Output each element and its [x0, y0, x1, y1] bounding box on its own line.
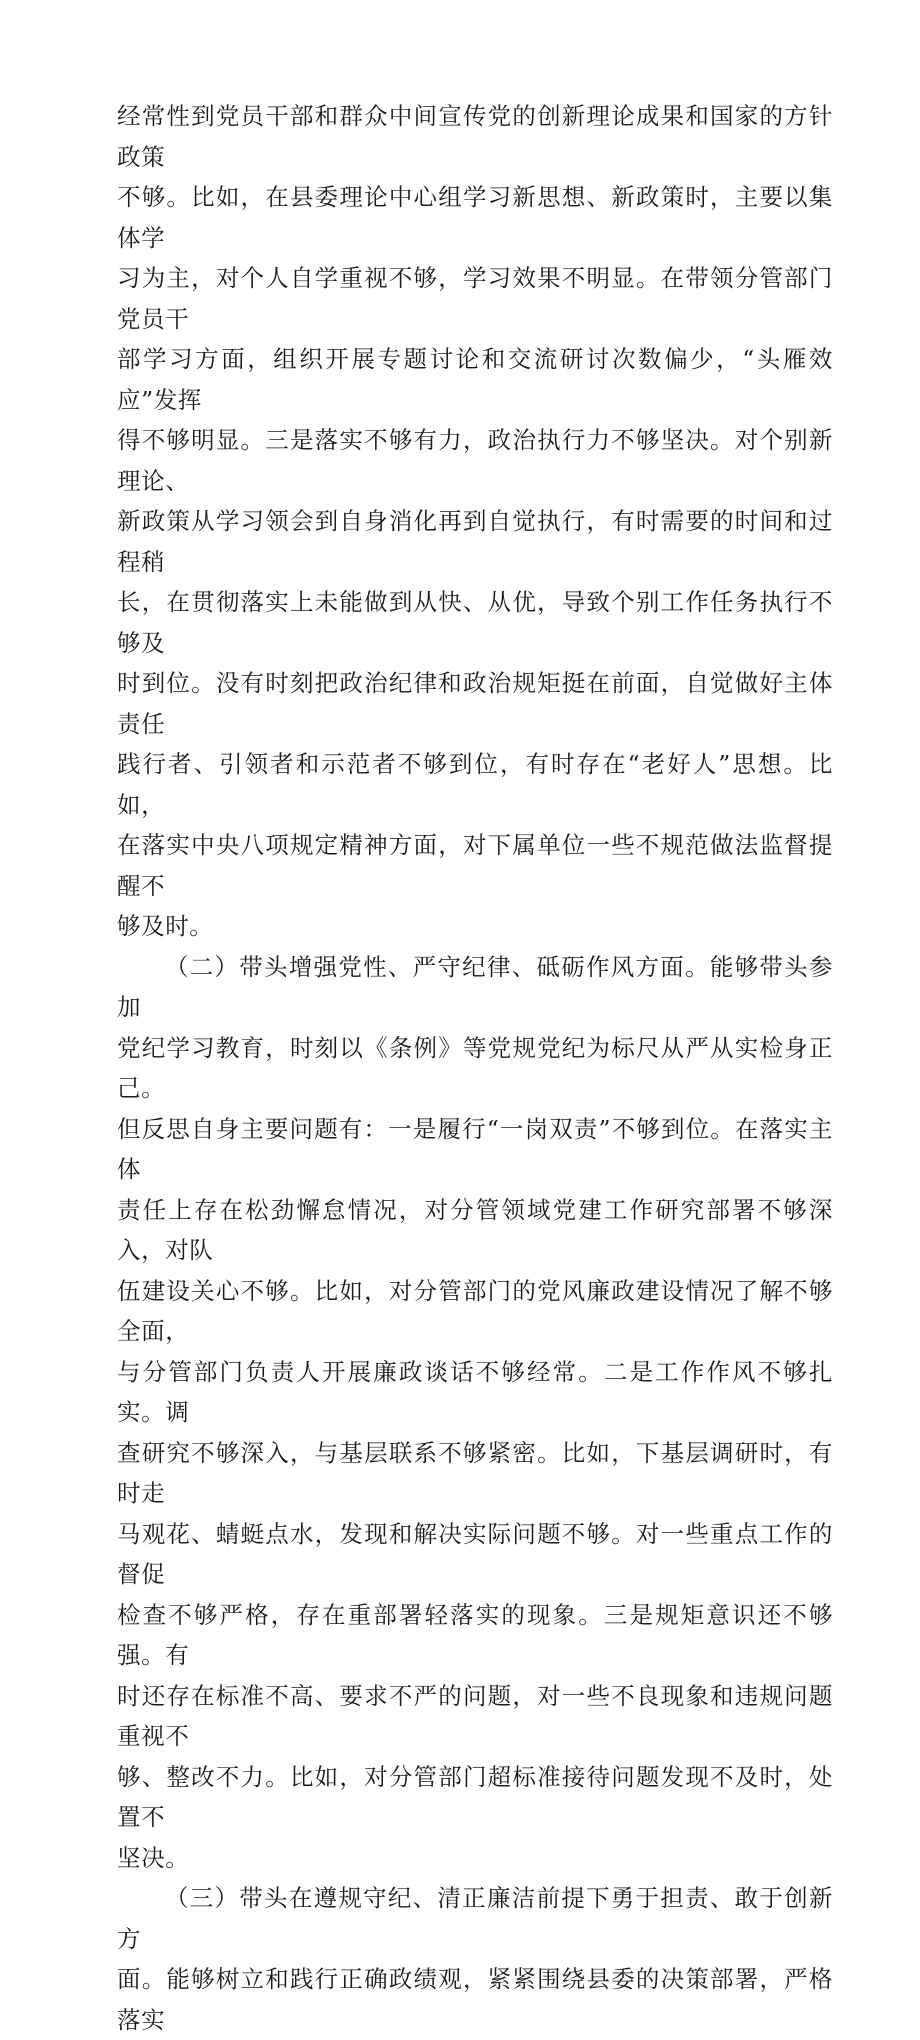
text-line: 面。能够树立和践行正确政绩观，紧紧围绕县委的决策部署，严格落实: [117, 1965, 833, 2034]
paragraph-2: [117, 947, 833, 1879]
text-line: 够、整改不力。比如，对分管部门超标准接待问题发现不及时，处置不: [117, 1762, 833, 1831]
text-line: 检查不够严格，存在重部署轻落实的现象。三是规矩意识还不够强。有: [117, 1600, 833, 1669]
text-line: 时到位。没有时刻把政治纪律和政治规矩挺在前面，自觉做好主体责任: [117, 669, 833, 738]
text-line: 不够。比如，在县委理论中心组学习新思想、新政策时，主要以集体学: [117, 183, 833, 252]
text-line: 长，在贯彻落实上未能做到从快、从优，导致个别工作任务执行不够及: [117, 588, 833, 657]
text-line: 查研究不够深入，与基层联系不够紧密。比如，下基层调研时，有时走: [117, 1438, 833, 1507]
text-line: 够及时。: [117, 912, 214, 940]
text-line: 但反思自身主要问题有：一是履行“一岗双责”不够到位。在落实主体: [117, 1114, 833, 1183]
text-line: 时还存在标准不高、要求不严的问题，对一些不良现象和违规问题重视不: [117, 1681, 833, 1750]
document-body: [117, 96, 833, 2040]
text-line: 新政策从学习领会到自身消化再到自觉执行，有时需要的时间和过程稍: [117, 507, 833, 576]
text-line: 在落实中央八项规定精神方面，对下属单位一些不规范做法监督提醒不: [117, 831, 833, 900]
text-line: 党纪学习教育，时刻以《条例》等党规党纪为标尺从严从实检身正己。: [117, 1033, 833, 1102]
text-line: 责任上存在松劲懈怠情况，对分管领域党建工作研究部署不够深入，对队: [117, 1195, 833, 1264]
text-line: 马观花、蜻蜓点水，发现和解决实际问题不够。对一些重点工作的督促: [117, 1519, 833, 1588]
text-line: 习为主，对个人自学重视不够，学习效果不明显。在带领分管部门党员干: [117, 264, 833, 333]
text-line: 坚决。: [117, 1843, 190, 1872]
text-line: 伍建设关心不够。比如，对分管部门的党风廉政建设情况了解不够全面，: [117, 1276, 833, 1345]
text-line: 与分管部门负责人开展廉政谈话不够经常。二是工作作风不够扎实。调: [117, 1357, 833, 1426]
text-line: 得不够明显。三是落实不够有力，政治执行力不够坚决。对个别新理论、: [117, 426, 833, 495]
text-line: 经常性到党员干部和群众中间宣传党的创新理论成果和国家的方针政策: [117, 102, 833, 171]
text-line: （三）带头在遵规守纪、清正廉洁前提下勇于担责、敢于创新方: [117, 1884, 833, 1953]
paragraph-1: [117, 96, 833, 947]
text-line: 践行者、引领者和示范者不够到位，有时存在“老好人”思想。比如，: [117, 750, 833, 819]
text-line: 部学习方面，组织开展专题讨论和交流研讨次数偏少，“头雁效应”发挥: [117, 345, 833, 414]
paragraph-3: [117, 1878, 833, 2040]
text-line: （二）带头增强党性、严守纪律、砥砺作风方面。能够带头参加: [117, 952, 833, 1021]
